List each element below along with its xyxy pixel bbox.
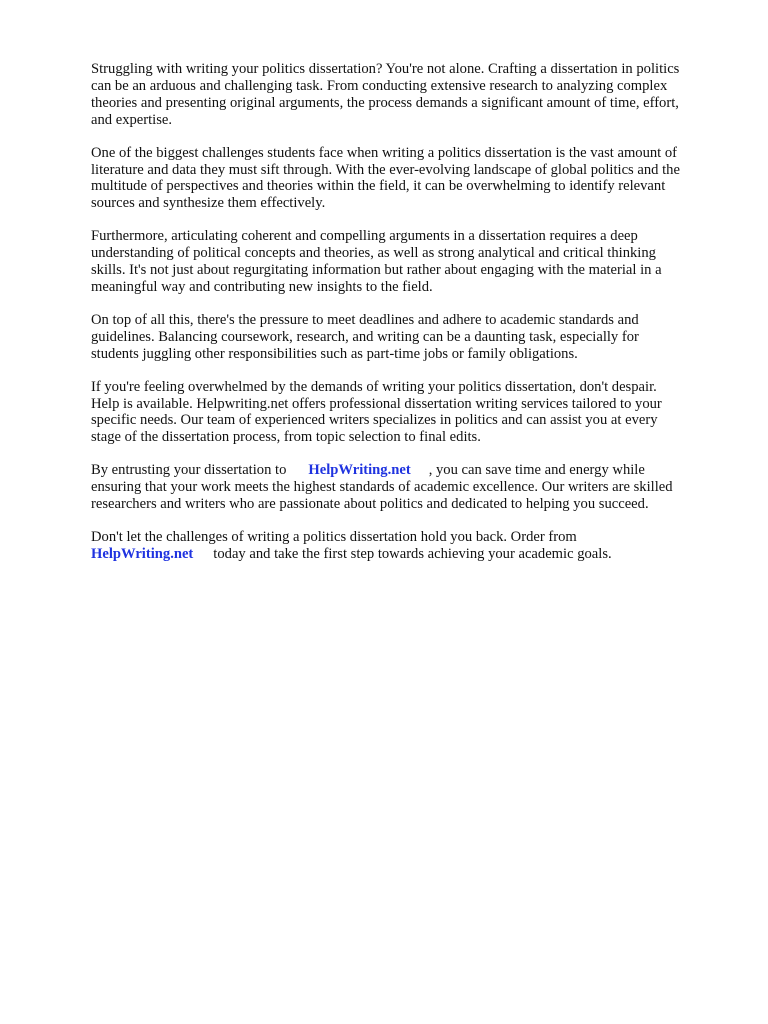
helpwriting-link[interactable]: HelpWriting.net [91, 545, 194, 562]
text-line [91, 462, 731, 479]
text-line: One of the biggest challenges students face when writing a politics dissertation is the vast amount of [91, 144, 678, 161]
text-line: On top of all this, there's the pressure to meet deadlines and adhere to academic standards and [91, 311, 639, 328]
text-before-link: By entrusting your dissertation to [91, 462, 287, 479]
text-after-link: today and take the first step towards achieving your academic goals. [213, 545, 612, 562]
paragraph-arguments [91, 228, 731, 296]
text-after-link: , you can save time and energy while [428, 462, 645, 479]
text-line: stage of the dissertation process, from topic selection to final edits. [91, 429, 481, 446]
text-line: meaningful way and contributing new insights to the field. [91, 278, 433, 295]
text-line: researchers and writers who are passionate about politics and dedicated to helping you succeed. [91, 496, 649, 513]
paragraph-challenges [91, 145, 731, 213]
text-line: students juggling other responsibilities such as part-time jobs or family obligations. [91, 345, 578, 362]
paragraph-entrusting [91, 462, 731, 513]
text-line: ensuring that your work meets the highest standards of academic excellence. Our writers are skilled [91, 479, 673, 496]
text-line: Furthermore, articulating coherent and compelling arguments in a dissertation requires a deep [91, 228, 638, 245]
text-line: guidelines. Balancing coursework, research, and writing can be a daunting task, especially for [91, 328, 639, 345]
text-line: sources and synthesize them effectively. [91, 195, 326, 212]
document-page [91, 61, 731, 579]
text-line: can be an arduous and challenging task. From conducting extensive research to analyzing complex [91, 77, 668, 94]
text-line: literature and data they must sift through. With the ever-evolving landscape of global politics and the [91, 161, 680, 178]
text-line: theories and presenting original arguments, the process demands a significant amount of time, effort, [91, 94, 679, 111]
text-line: If you're feeling overwhelmed by the demands of writing your politics dissertation, don't despair. [91, 378, 657, 395]
text-line: Don't let the challenges of writing a politics dissertation hold you back. Order from [91, 528, 577, 545]
text-line [91, 546, 731, 563]
text-line: skills. It's not just about regurgitating information but rather about engaging with the material in a [91, 262, 662, 279]
text-line: specific needs. Our team of experienced writers specializes in politics and can assist you at every [91, 412, 658, 429]
helpwriting-link[interactable]: HelpWriting.net [308, 462, 411, 479]
text-line: multitude of perspectives and theories within the field, it can be overwhelming to identify relevant [91, 178, 666, 195]
paragraph-intro [91, 61, 731, 129]
paragraph-call-to-action [91, 529, 731, 563]
paragraph-deadlines [91, 312, 731, 363]
text-line: Struggling with writing your politics dissertation? You're not alone. Crafting a dissertation in politics [91, 61, 680, 77]
text-line: understanding of political concepts and theories, as well as strong analytical and critical thinking [91, 245, 656, 262]
paragraph-help [91, 379, 731, 447]
text-line: and expertise. [91, 111, 173, 128]
text-line: Help is available. Helpwriting.net offers professional dissertation writing services tailored to your [91, 395, 662, 412]
